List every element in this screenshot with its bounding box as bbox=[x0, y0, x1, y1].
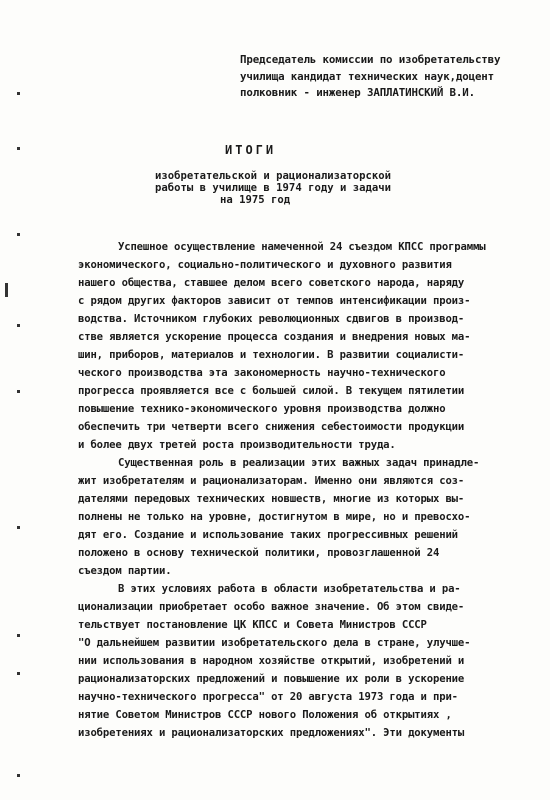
body-line: повышение технико-экономического уровня производства должно bbox=[78, 403, 446, 415]
body-line: Успешное осуществление намеченной 24 съездом КПСС программы bbox=[118, 241, 486, 253]
margin-mark bbox=[17, 324, 20, 327]
body-line: стве является ускорение процесса создания и внедрения новых ма- bbox=[78, 331, 471, 343]
body-line: с рядом других факторов зависит от темпов интенсификации произ- bbox=[78, 295, 471, 307]
document-title: ИТОГИ bbox=[225, 143, 277, 157]
body-line: ческого производства эта закономерность научно-технического bbox=[78, 367, 446, 379]
margin-mark bbox=[17, 774, 20, 777]
header-line: полковник - инженер ЗАПЛАТИНСКИЙ В.И. bbox=[240, 86, 475, 99]
body-line: нятие Советом Министров СССР нового Положения об открытиях , bbox=[78, 709, 452, 721]
margin-mark bbox=[17, 672, 20, 675]
body-line: жит изобретателям и рационализаторам. Именно они являются соз- bbox=[78, 475, 465, 487]
header-line: училища кандидат технических наук,доцент bbox=[240, 70, 495, 83]
body-line: "О дальнейшем развитии изобретательского дела в стране, улучше- bbox=[78, 637, 471, 649]
margin-mark bbox=[5, 283, 8, 297]
subtitle-line: на 1975 год bbox=[220, 194, 291, 206]
margin-mark bbox=[17, 147, 20, 150]
body-line: дателями передовых технических новшеств, многие из которых вы- bbox=[78, 493, 465, 505]
body-line: ционализации приобретает особо важное значение. Об этом свиде- bbox=[78, 601, 465, 613]
body-line: тельствует постановление ЦК КПСС и Совета Министров СССР bbox=[78, 619, 427, 631]
body-line: съездом партии. bbox=[78, 565, 172, 577]
margin-mark bbox=[17, 634, 20, 637]
body-line: прогресса проявляется все с большей силой. В текущем пятилетии bbox=[78, 385, 465, 397]
header-line: Председатель комиссии по изобретательству bbox=[240, 53, 501, 66]
body-line: водства. Источником глубоких революционных сдвигов в производ- bbox=[78, 313, 465, 325]
body-line: изобретениях и рационализаторских предложениях". Эти документы bbox=[78, 727, 465, 739]
body-line: положено в основу технической политики, провозглашенной 24 bbox=[78, 547, 440, 559]
margin-mark bbox=[17, 390, 20, 393]
body-line: рационализаторских предложений и повышение их роли в ускорение bbox=[78, 673, 465, 685]
body-line: дят его. Создание и использование таких прогрессивных решений bbox=[78, 529, 458, 541]
margin-mark bbox=[17, 526, 20, 529]
margin-mark bbox=[17, 233, 20, 236]
body-line: Существенная роль в реализации этих важных задач принадле- bbox=[118, 457, 480, 469]
body-line: и более двух третей роста производительности труда. bbox=[78, 439, 396, 451]
body-line: экономического, социально-политического и духовного развития bbox=[78, 259, 452, 271]
body-line: нашего общества, ставшее делом всего советского народа, наряду bbox=[78, 277, 465, 289]
subtitle-line: изобретательской и рационализаторской bbox=[155, 170, 391, 182]
body-line: нии использования в народном хозяйстве открытий, изобретений и bbox=[78, 655, 465, 667]
body-line: полнены не только на уровне, достигнутом в мире, но и превосхо- bbox=[78, 511, 471, 523]
body-line: научно-технического прогресса" от 20 августа 1973 года и при- bbox=[78, 691, 458, 703]
subtitle-line: работы в училище в 1974 году и задачи bbox=[155, 182, 391, 194]
body-line: В этих условиях работа в области изобретательства и ра- bbox=[118, 583, 461, 595]
margin-mark bbox=[17, 92, 20, 95]
body-line: обеспечить три четверти всего снижения себестоимости продукции bbox=[78, 421, 465, 433]
body-line: шин, приборов, материалов и технологии. В развитии социалисти- bbox=[78, 349, 465, 361]
